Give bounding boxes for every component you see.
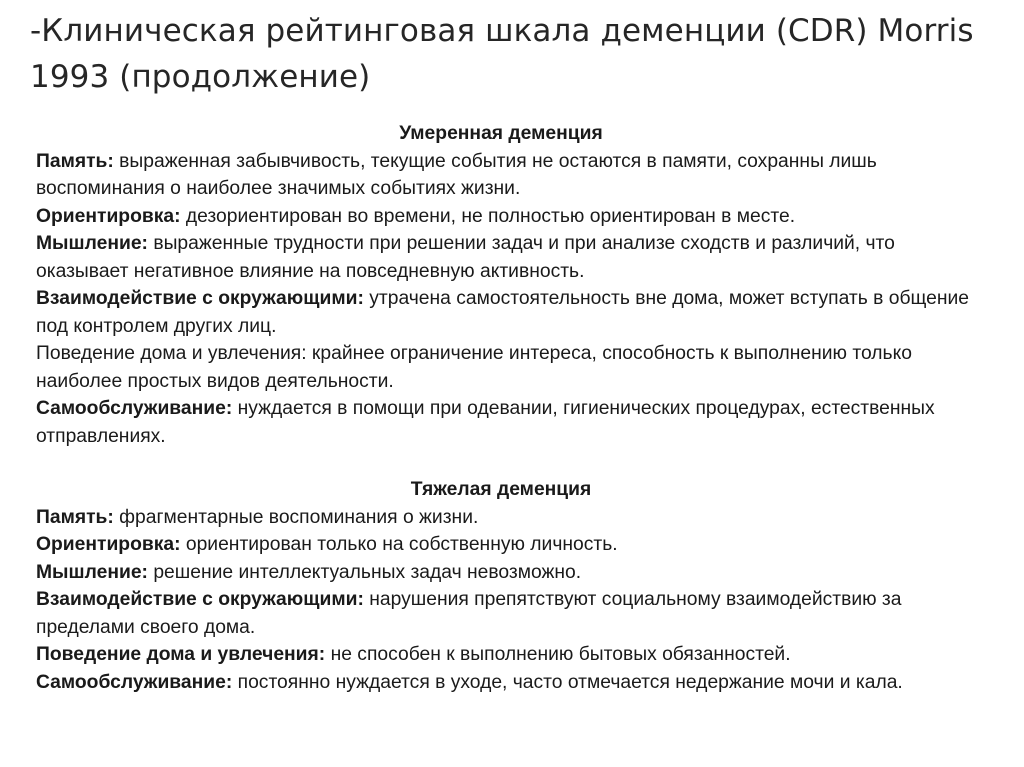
item-label: Взаимодействие с окружающими: xyxy=(36,288,364,309)
item-thinking xyxy=(36,230,986,285)
item-label: Память: xyxy=(36,150,114,172)
item-text: крайнее ограничение интереса, способность к выполнению только наиболее простых видов деятельности. xyxy=(36,343,912,392)
item-orientation xyxy=(36,531,986,559)
item-home-and-hobbies xyxy=(36,340,986,395)
item-label: Поведение дома и увлечения: xyxy=(36,644,326,665)
item-memory xyxy=(36,504,986,532)
item-label: Самообслуживание: xyxy=(36,398,233,419)
item-text: решение интеллектуальных задач невозможно. xyxy=(147,561,582,583)
item-label: Ориентировка: xyxy=(36,205,181,227)
item-text: утрачена самостоятельность вне дома, может вступать в общение под контролем других лиц. xyxy=(36,288,970,337)
item-text: не способен к выполнению бытовых обязанностей. xyxy=(325,644,791,665)
item-text: дезориентирован во времени, не полностью ориентирован в месте. xyxy=(180,205,796,227)
item-social-interaction xyxy=(36,285,986,340)
item-text: нарушения препятствуют социальному взаимодействию за пределами своего дома. xyxy=(36,589,902,638)
item-label: Память: xyxy=(36,506,114,528)
section-moderate-dementia xyxy=(36,120,986,450)
section-heading: Тяжелая деменция xyxy=(410,479,592,500)
item-text: ориентирован только на собственную личность. xyxy=(180,534,618,555)
item-label: Мышление: xyxy=(36,233,148,254)
item-orientation xyxy=(36,203,986,231)
section-severe-dementia xyxy=(36,476,986,696)
item-text: выраженные трудности при решении задач и при анализе сходств и различий, что оказывает негативное влияние на повседневную активность. xyxy=(36,233,895,282)
item-social-interaction xyxy=(36,586,986,641)
item-text: выраженная забывчивость, текущие события не остаются в памяти, сохранны лишь воспоминания о наиболее значимых событиях жизни. xyxy=(36,150,877,199)
item-home-and-hobbies xyxy=(36,641,986,669)
item-memory xyxy=(36,148,986,203)
item-text: фрагментарные воспоминания о жизни. xyxy=(113,506,479,528)
item-label: Мышление: xyxy=(36,561,148,583)
item-thinking xyxy=(36,559,986,587)
item-label: Поведение дома и увлечения: xyxy=(36,343,307,364)
item-self-care xyxy=(36,395,986,450)
section-heading: Умеренная деменция xyxy=(399,123,603,144)
item-label: Самообслуживание: xyxy=(36,671,233,693)
slide-title: -Клиническая рейтинговая шкала деменции (CDR) Morris 1993 (продолжение) xyxy=(30,13,974,95)
item-self-care xyxy=(36,669,986,697)
item-label: Взаимодействие с окружающими: xyxy=(36,589,364,610)
item-text: постоянно нуждается в уходе, часто отмечается недержание мочи и кала. xyxy=(232,671,903,693)
slide-content xyxy=(36,120,986,696)
item-label: Ориентировка: xyxy=(36,534,181,555)
item-text: нуждается в помощи при одевании, гигиенических процедурах, естественных отправлениях. xyxy=(36,398,935,447)
